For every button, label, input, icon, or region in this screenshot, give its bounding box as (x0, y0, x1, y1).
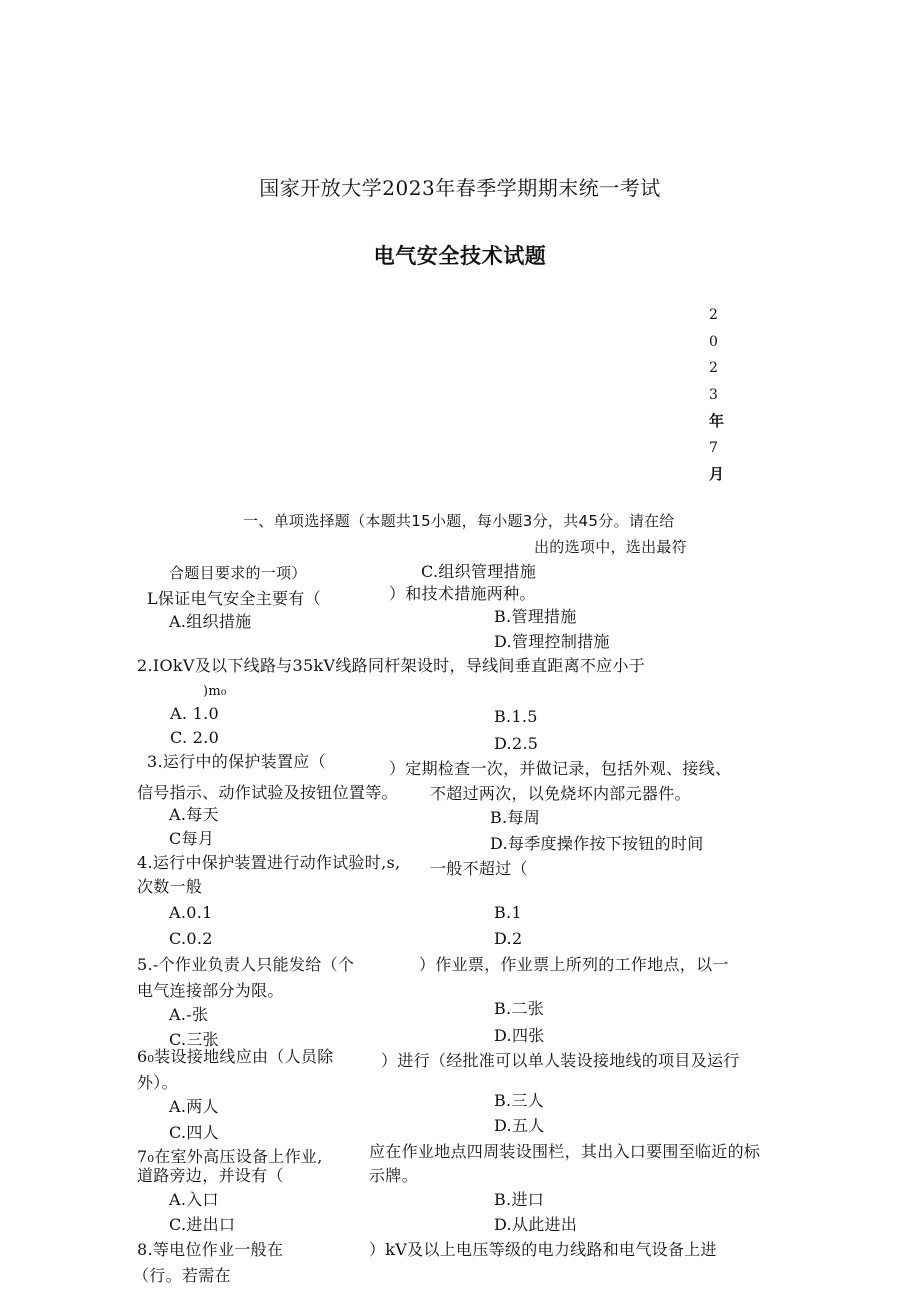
question-stem-cont: ）定期检查一次，并做记录，包括外观、接线、 (389, 759, 732, 778)
date-char: 3 (709, 386, 718, 403)
option-a: A.入口 (169, 1190, 219, 1209)
section-heading-cont: 出的选项中，选出最符 (534, 538, 688, 556)
date-char: 7 (709, 439, 718, 456)
question-stem-cont: 次数一般 (137, 877, 203, 896)
option-b: B.二张 (494, 999, 545, 1018)
option-a: A.每天 (169, 805, 219, 824)
question-stem-cont: ）kV及以上电压等级的电力线路和电气设备上进 (369, 1240, 717, 1259)
date-char: 年 (709, 412, 725, 430)
option-b: B.进口 (494, 1190, 545, 1209)
option-d: D.每季度操作按下按钮的时间 (490, 834, 704, 853)
question-stem-cont: )m₀ (203, 684, 227, 699)
option-d: D.四张 (494, 1026, 545, 1045)
option-d: D.2.5 (494, 734, 539, 753)
option-a: A.两人 (169, 1097, 219, 1116)
date-char: 2 (709, 307, 718, 323)
option-b: B.每周 (490, 808, 541, 827)
question-stem-cont: 示牌。 (369, 1166, 418, 1185)
option-b: B.管理措施 (494, 607, 577, 626)
question-stem: 5.-个作业负责人只能发给（个 (137, 955, 355, 974)
option-a: A.-张 (169, 1005, 209, 1024)
question-stem-cont: ）和技术措施两种。 (389, 584, 536, 603)
option-c: C.组织管理措施 (421, 562, 537, 581)
question-stem: L保证电气安全主要有（ (147, 589, 321, 608)
option-b: B.三人 (494, 1091, 545, 1110)
question-stem-cont: ）作业票，作业票上所列的工作地点，以一 (419, 955, 729, 974)
date-char: 0 (709, 333, 718, 350)
question-stem-cont: 信号指示、动作试验及按钮位置等。 (137, 783, 398, 802)
question-stem-cont: 电气连接部分为限。 (137, 981, 284, 1000)
option-c: C.四人 (169, 1123, 219, 1142)
option-c: C.0.2 (169, 929, 213, 948)
question-stem: 8.等电位作业一般在 (137, 1240, 284, 1259)
question-stem: 2.IOkV及以下线路与35kV线路同杆架设时，导线间垂直距离不应小于 (137, 656, 646, 675)
option-a: A. 1.0 (170, 704, 219, 723)
question-stem: 4.运行中保护装置进行动作试验时,s, (137, 853, 401, 872)
question-stem: 6₀装设接地线应由（人员除 (137, 1047, 334, 1066)
option-d: D.五人 (494, 1116, 545, 1135)
question-stem-cont: 一般不超过（ (430, 859, 528, 878)
question-stem-cont: 外）。 (137, 1073, 178, 1092)
question-stem-cont: 不超过两次，以免烧坏内部元器件。 (430, 784, 691, 803)
option-d: D.管理控制措施 (494, 632, 610, 651)
question-stem: 3.运行中的保护装置应（ (147, 752, 326, 771)
option-c: C.进出口 (169, 1215, 236, 1234)
exam-date-vertical (709, 302, 729, 488)
option-d: D.2 (494, 929, 523, 948)
question-stem-cont: （行。若需在 (133, 1266, 231, 1285)
exam-title: 电气安全技术试题 (373, 244, 547, 268)
question-stem-cont: ）进行（经批准可以单人装设接地线的项目及运行 (381, 1051, 740, 1070)
date-char: 月 (709, 465, 725, 483)
question-stem-cont: 道路旁边，并设有（ (137, 1166, 284, 1185)
option-c: C.三张 (169, 1030, 219, 1049)
exam-header: 国家开放大学2023年春季学期期末统一考试 (259, 176, 661, 200)
option-c: C. 2.0 (170, 728, 220, 747)
question-stem: 7₀在室外高压设备上作业, (137, 1147, 323, 1166)
option-b: B.1.5 (494, 707, 538, 726)
section-heading-cont: 合题目要求的一项） (169, 564, 307, 582)
option-c: C每月 (169, 829, 215, 848)
question-stem-cont: 应在作业地点四周装设围栏，其出入口要围至临近的标 (369, 1142, 761, 1161)
option-a: A.0.1 (169, 903, 213, 922)
option-b: B.1 (494, 903, 522, 922)
option-d: D.从此进出 (494, 1215, 578, 1234)
option-a: A.组织措施 (169, 612, 252, 631)
section-heading: 一、单项选择题（本题共15小题，每小题3分，共45分。请在给 (243, 512, 675, 530)
date-char: 2 (709, 360, 718, 376)
